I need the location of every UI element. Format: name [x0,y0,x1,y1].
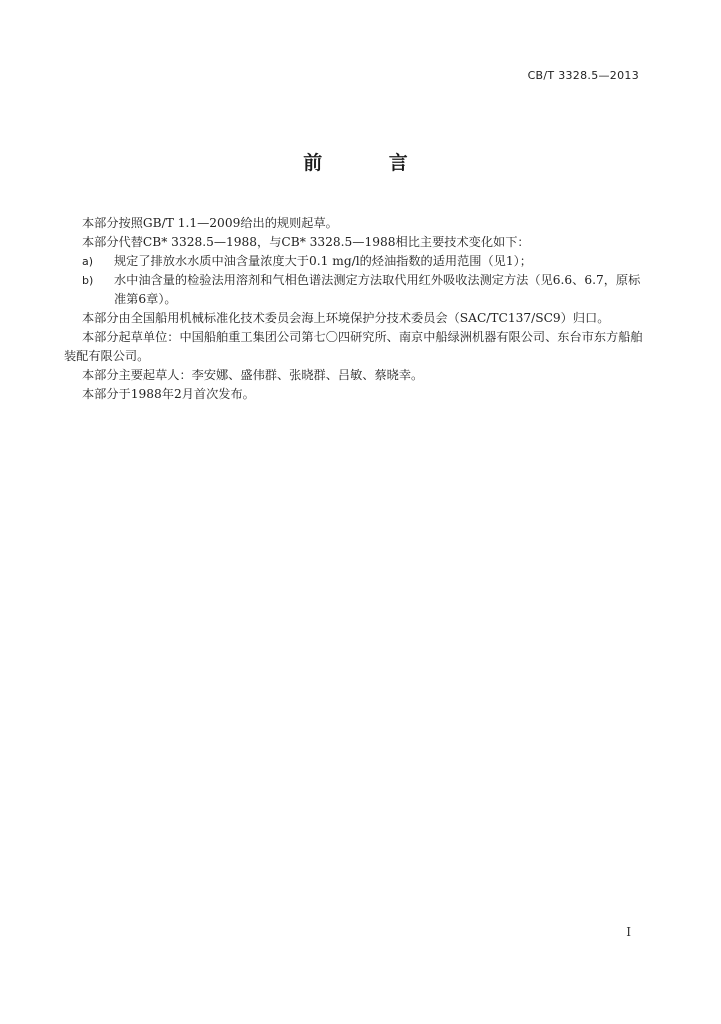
paragraph-drafters: 本部分主要起草人：李安娜、盛伟群、张晓群、吕敏、蔡晓幸。 [82,368,424,382]
foreword-body [64,214,644,404]
list-item-a [64,252,644,271]
page-title: 前 言 [303,152,438,174]
list-marker-a: a) [82,255,94,268]
list-text-a: 规定了排放水水质中油含量浓度大于0.1 mg/l的烃油指数的适用范围（见1）； [114,254,532,268]
page-number: I [626,925,631,939]
paragraph-responsible-committee: 本部分由全国船用机械标准化技术委员会海上环境保护分技术委员会（SAC/TC137/SC9）归口。 [82,311,610,325]
paragraph-first-release: 本部分于1988年2月首次发布。 [82,387,255,401]
paragraph-replacement: 本部分代替CB* 3328.5—1988，与CB* 3328.5—1988相比主要技术变化如下： [82,235,530,249]
paragraph-drafting-rules: 本部分按照GB/T 1.1—2009给出的规则起草。 [82,216,338,230]
list-text-b: 水中油含量的检验法用溶剂和气相色谱法测定方法取代用红外吸收法测定方法（见6.6、6.7，原标准第6章）。 [114,273,641,306]
list-item-b [64,271,644,309]
standard-number: CB/T 3328.5—2013 [527,69,639,82]
list-marker-b: b) [82,274,94,287]
paragraph-drafting-units: 本部分起草单位：中国船舶重工集团公司第七〇四研究所、南京中船绿洲机器有限公司、东台市东方船舶装配有限公司。 [64,330,643,363]
